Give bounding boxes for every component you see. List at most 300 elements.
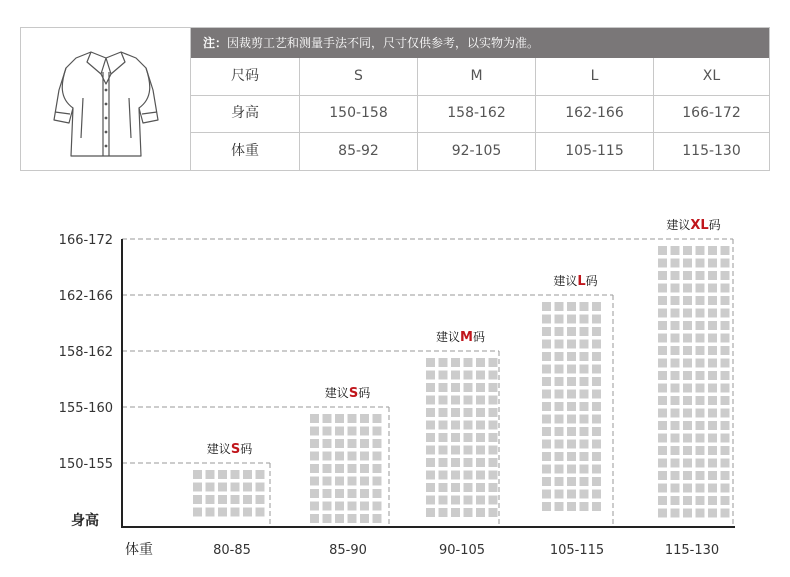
table-cell: 162-166 xyxy=(535,95,653,132)
bar-square xyxy=(580,465,589,474)
bar-square xyxy=(592,415,601,424)
bar-square xyxy=(464,433,473,442)
bar-square xyxy=(360,452,369,461)
bar-square xyxy=(658,471,667,480)
bar-square xyxy=(348,427,357,436)
bar-square xyxy=(671,509,680,518)
bar-square xyxy=(671,271,680,280)
bar-square xyxy=(489,508,498,517)
bar-square xyxy=(555,340,564,349)
bar-square xyxy=(451,383,460,392)
bar-square xyxy=(348,452,357,461)
bar-square xyxy=(658,259,667,268)
bar-square xyxy=(592,440,601,449)
bar-square xyxy=(310,427,319,436)
bar-square xyxy=(323,464,332,473)
bar-square xyxy=(580,452,589,461)
bar-square xyxy=(580,427,589,436)
bar-square xyxy=(218,495,227,504)
bar-square xyxy=(218,508,227,517)
bar-square xyxy=(542,327,551,336)
bar-square xyxy=(360,477,369,486)
table-cell: S xyxy=(299,58,417,95)
bar-square xyxy=(721,371,730,380)
bar-square xyxy=(671,396,680,405)
bar-square xyxy=(243,470,252,479)
table-cell: L xyxy=(535,58,653,95)
bar-square xyxy=(489,446,498,455)
bar-square xyxy=(708,446,717,455)
bar-label-part: L xyxy=(577,274,586,289)
bar-square xyxy=(708,246,717,255)
y-tick-label: 166-172 xyxy=(58,233,113,248)
bar-square xyxy=(567,302,576,311)
bar-label xyxy=(325,385,370,401)
table-cell: XL xyxy=(653,58,769,95)
bar-square xyxy=(708,259,717,268)
bar-square xyxy=(683,321,692,330)
bar-square xyxy=(658,496,667,505)
bar-label-part: 建议 xyxy=(553,274,578,288)
bar-square xyxy=(542,377,551,386)
bar-square xyxy=(335,452,344,461)
bar-square xyxy=(310,477,319,486)
bar-square xyxy=(555,427,564,436)
bar-square xyxy=(580,327,589,336)
bar-square xyxy=(323,489,332,498)
bar-square xyxy=(696,496,705,505)
bar-square xyxy=(708,359,717,368)
bar-square xyxy=(360,502,369,511)
bar-label-part: M xyxy=(460,330,473,345)
bar-square xyxy=(542,440,551,449)
bar-square xyxy=(373,464,382,473)
bar-square xyxy=(476,433,485,442)
bar-label xyxy=(666,217,720,233)
bar-square xyxy=(592,427,601,436)
bar-square xyxy=(580,302,589,311)
bar-square xyxy=(489,496,498,505)
bar-square xyxy=(567,427,576,436)
bar-square xyxy=(542,302,551,311)
table-cell: 105-115 xyxy=(535,132,653,170)
bar-square xyxy=(426,458,435,467)
bar-square xyxy=(256,495,265,504)
bar-square xyxy=(439,508,448,517)
bar-square xyxy=(193,470,202,479)
bar-square xyxy=(542,390,551,399)
bar-square xyxy=(323,502,332,511)
bar-square xyxy=(476,383,485,392)
bar-square xyxy=(671,284,680,293)
bar-square xyxy=(721,496,730,505)
bar-square xyxy=(360,464,369,473)
bar-square xyxy=(335,427,344,436)
bar-square xyxy=(696,384,705,393)
bar-square xyxy=(231,508,240,517)
bar-square xyxy=(231,495,240,504)
bar-square xyxy=(464,396,473,405)
bar-square xyxy=(451,408,460,417)
bar-square xyxy=(721,309,730,318)
bar-square xyxy=(696,421,705,430)
bar-square xyxy=(721,346,730,355)
bar-square xyxy=(696,371,705,380)
bar-square xyxy=(683,259,692,268)
bar-square xyxy=(721,471,730,480)
bar-square xyxy=(696,409,705,418)
bar-square xyxy=(348,464,357,473)
bar-square xyxy=(310,414,319,423)
bar-square xyxy=(592,465,601,474)
bar-square xyxy=(696,434,705,443)
bar-square xyxy=(683,396,692,405)
bar-square xyxy=(721,409,730,418)
bar-square xyxy=(323,439,332,448)
bar-square xyxy=(658,284,667,293)
bar-square xyxy=(567,365,576,374)
bar-square xyxy=(464,508,473,517)
y-tick-label: 155-160 xyxy=(58,401,113,416)
bar-square xyxy=(708,471,717,480)
bar-square xyxy=(708,509,717,518)
bar-square xyxy=(708,496,717,505)
bar-square xyxy=(555,452,564,461)
bar-square xyxy=(592,477,601,486)
bar-square xyxy=(439,358,448,367)
bar-square xyxy=(567,340,576,349)
bar-square xyxy=(426,433,435,442)
bar-square xyxy=(683,421,692,430)
bar-square xyxy=(373,427,382,436)
bar-square xyxy=(683,309,692,318)
bar-square xyxy=(231,470,240,479)
bar-square xyxy=(721,284,730,293)
bar-square xyxy=(696,446,705,455)
bar-square xyxy=(567,477,576,486)
bar-square xyxy=(323,514,332,523)
bar-square xyxy=(348,414,357,423)
bar-square xyxy=(373,489,382,498)
bar-square xyxy=(567,452,576,461)
bar-square xyxy=(555,465,564,474)
bar-square xyxy=(671,321,680,330)
bar-square xyxy=(721,509,730,518)
bar-square xyxy=(708,459,717,468)
bar-square xyxy=(658,384,667,393)
bar-square xyxy=(683,346,692,355)
bar-square xyxy=(567,502,576,511)
bar-square xyxy=(218,470,227,479)
bar-label-part: XL xyxy=(690,218,709,233)
bar-square xyxy=(335,464,344,473)
bar-label-part: S xyxy=(230,442,241,457)
bar-square xyxy=(567,315,576,324)
bar-square xyxy=(464,483,473,492)
bar-square xyxy=(373,514,382,523)
bar-square xyxy=(206,495,215,504)
bar-label-part: 建议 xyxy=(206,442,231,456)
bar-square xyxy=(542,340,551,349)
bar-square xyxy=(592,327,601,336)
bar-square xyxy=(439,496,448,505)
bar-square xyxy=(721,359,730,368)
bar-square xyxy=(243,483,252,492)
bar-square xyxy=(476,358,485,367)
bar-square xyxy=(658,459,667,468)
row-label: 体重 xyxy=(231,143,259,159)
bar-square xyxy=(658,409,667,418)
bar-square xyxy=(243,508,252,517)
bar-square xyxy=(671,246,680,255)
bar xyxy=(310,414,382,523)
bar-square xyxy=(476,508,485,517)
bar-square xyxy=(696,346,705,355)
bar-square xyxy=(426,358,435,367)
bar-square xyxy=(708,309,717,318)
bar-square xyxy=(335,502,344,511)
bar-square xyxy=(555,315,564,324)
bar-square xyxy=(708,409,717,418)
bar-label-part: 码 xyxy=(472,330,485,344)
bar-square xyxy=(683,384,692,393)
bar-square xyxy=(489,421,498,430)
bar-square xyxy=(592,390,601,399)
bar-square xyxy=(555,440,564,449)
y-axis-title: 身高 xyxy=(71,513,99,529)
bar-square xyxy=(708,371,717,380)
bar-label-part: 建议 xyxy=(324,386,349,400)
bar-square xyxy=(193,508,202,517)
bar-square xyxy=(476,458,485,467)
bar-square xyxy=(360,439,369,448)
bar-square xyxy=(696,484,705,493)
bar-square xyxy=(542,502,551,511)
bar-square xyxy=(489,433,498,442)
bar-square xyxy=(542,402,551,411)
bar-square xyxy=(555,352,564,361)
bar-square xyxy=(464,383,473,392)
bar-square xyxy=(542,415,551,424)
bar-square xyxy=(671,484,680,493)
bar-square xyxy=(310,439,319,448)
bar-square xyxy=(696,296,705,305)
bar-square xyxy=(256,470,265,479)
bar-square xyxy=(721,246,730,255)
bar-square xyxy=(542,427,551,436)
bar-square xyxy=(671,496,680,505)
bar-square xyxy=(696,459,705,468)
bar-square xyxy=(373,477,382,486)
bar-square xyxy=(310,502,319,511)
bar-square xyxy=(335,489,344,498)
bar-square xyxy=(323,414,332,423)
bar-square xyxy=(708,296,717,305)
bar-square xyxy=(592,377,601,386)
table-cell: 158-162 xyxy=(417,95,535,132)
bar-square xyxy=(476,483,485,492)
table-cell: 166-172 xyxy=(653,95,769,132)
bar-square xyxy=(721,296,730,305)
bar-square xyxy=(567,402,576,411)
bar-square xyxy=(592,490,601,499)
bar-square xyxy=(721,384,730,393)
bar-square xyxy=(721,459,730,468)
bar-square xyxy=(542,452,551,461)
bar-square xyxy=(696,334,705,343)
bar-square xyxy=(555,402,564,411)
bar-square xyxy=(580,440,589,449)
bar-square xyxy=(439,471,448,480)
bar-square xyxy=(580,352,589,361)
bar-square xyxy=(555,502,564,511)
bar-square xyxy=(348,489,357,498)
bar-square xyxy=(451,396,460,405)
table-row-weight xyxy=(191,132,769,170)
row-label: 尺码 xyxy=(231,68,259,84)
bar-square xyxy=(683,471,692,480)
bar-square xyxy=(658,371,667,380)
bar-square xyxy=(683,271,692,280)
bar-square xyxy=(348,439,357,448)
bar-square xyxy=(476,421,485,430)
bar-label xyxy=(553,273,597,289)
bar-square xyxy=(721,446,730,455)
bar-square xyxy=(580,315,589,324)
bar-square xyxy=(439,396,448,405)
bar-square xyxy=(708,396,717,405)
bar-square xyxy=(658,246,667,255)
bar-square xyxy=(671,446,680,455)
bar-square xyxy=(489,396,498,405)
bar xyxy=(426,358,498,517)
table-cell: M xyxy=(417,58,535,95)
bar-square xyxy=(658,484,667,493)
bar-square xyxy=(489,471,498,480)
bar-square xyxy=(671,384,680,393)
bar-square xyxy=(451,358,460,367)
bar-square xyxy=(451,421,460,430)
bar-square xyxy=(464,458,473,467)
bar-square xyxy=(658,321,667,330)
bar-square xyxy=(658,396,667,405)
y-tick-label: 162-166 xyxy=(58,289,113,304)
bar-square xyxy=(439,421,448,430)
bar-square xyxy=(658,434,667,443)
bar-square xyxy=(489,408,498,417)
table-cell: 85-92 xyxy=(299,132,417,170)
bar-square xyxy=(671,471,680,480)
bar-square xyxy=(721,421,730,430)
bar-square xyxy=(373,414,382,423)
bar-square xyxy=(555,365,564,374)
bar-square xyxy=(542,365,551,374)
bar-square xyxy=(489,383,498,392)
bar-square xyxy=(426,421,435,430)
bar-square xyxy=(592,502,601,511)
bar-square xyxy=(360,514,369,523)
bar-square xyxy=(671,434,680,443)
bar-square xyxy=(476,408,485,417)
bar-square xyxy=(439,433,448,442)
bar-square xyxy=(193,483,202,492)
bar-square xyxy=(335,514,344,523)
y-tick-label: 150-155 xyxy=(58,457,113,472)
bar-square xyxy=(439,408,448,417)
bar-square xyxy=(671,296,680,305)
bar-square xyxy=(708,484,717,493)
bar-square xyxy=(439,371,448,380)
bar-square xyxy=(476,371,485,380)
bar-square xyxy=(335,477,344,486)
bar-square xyxy=(671,309,680,318)
bar-square xyxy=(439,383,448,392)
bar-square xyxy=(360,427,369,436)
bar-square xyxy=(555,390,564,399)
bar-square xyxy=(426,383,435,392)
bar-square xyxy=(323,427,332,436)
bar-square xyxy=(464,446,473,455)
bar xyxy=(542,302,601,511)
bar-square xyxy=(580,377,589,386)
bar-square xyxy=(542,477,551,486)
bar-square xyxy=(542,490,551,499)
bar-square xyxy=(439,446,448,455)
bar-label-part: 码 xyxy=(358,386,371,400)
bar-square xyxy=(592,302,601,311)
bar-square xyxy=(671,346,680,355)
bar-label xyxy=(436,329,485,345)
bar-square xyxy=(373,439,382,448)
bar-square xyxy=(671,359,680,368)
table-cell: 115-130 xyxy=(653,132,769,170)
bar-square xyxy=(256,508,265,517)
y-tick-label: 158-162 xyxy=(58,345,113,360)
bar xyxy=(658,246,730,518)
bar-square xyxy=(580,477,589,486)
bar-square xyxy=(426,471,435,480)
bar-square xyxy=(555,327,564,336)
bar-square xyxy=(580,415,589,424)
bar-square xyxy=(721,484,730,493)
bar-square xyxy=(193,495,202,504)
bar-square xyxy=(426,483,435,492)
bar-square xyxy=(464,371,473,380)
bar-square xyxy=(256,483,265,492)
bar-square xyxy=(426,496,435,505)
bar-label-part: 码 xyxy=(240,442,253,456)
note-text: 因裁剪工艺和测量手法不同，尺寸仅供参考，以实物为准。 xyxy=(227,36,540,50)
size-table xyxy=(20,27,770,171)
bar-square xyxy=(451,471,460,480)
bar-square xyxy=(489,483,498,492)
note-prefix: 注： xyxy=(203,36,228,50)
bar-square xyxy=(696,259,705,268)
bar-square xyxy=(696,471,705,480)
bar-square xyxy=(348,502,357,511)
bar-square xyxy=(671,334,680,343)
bar-square xyxy=(671,459,680,468)
bar-square xyxy=(426,446,435,455)
shirt-cell xyxy=(21,28,191,170)
bar-square xyxy=(580,402,589,411)
bar-square xyxy=(451,483,460,492)
bar-square xyxy=(464,408,473,417)
bar-square xyxy=(683,334,692,343)
bar-square xyxy=(683,484,692,493)
bar-square xyxy=(555,302,564,311)
bar-square xyxy=(592,352,601,361)
